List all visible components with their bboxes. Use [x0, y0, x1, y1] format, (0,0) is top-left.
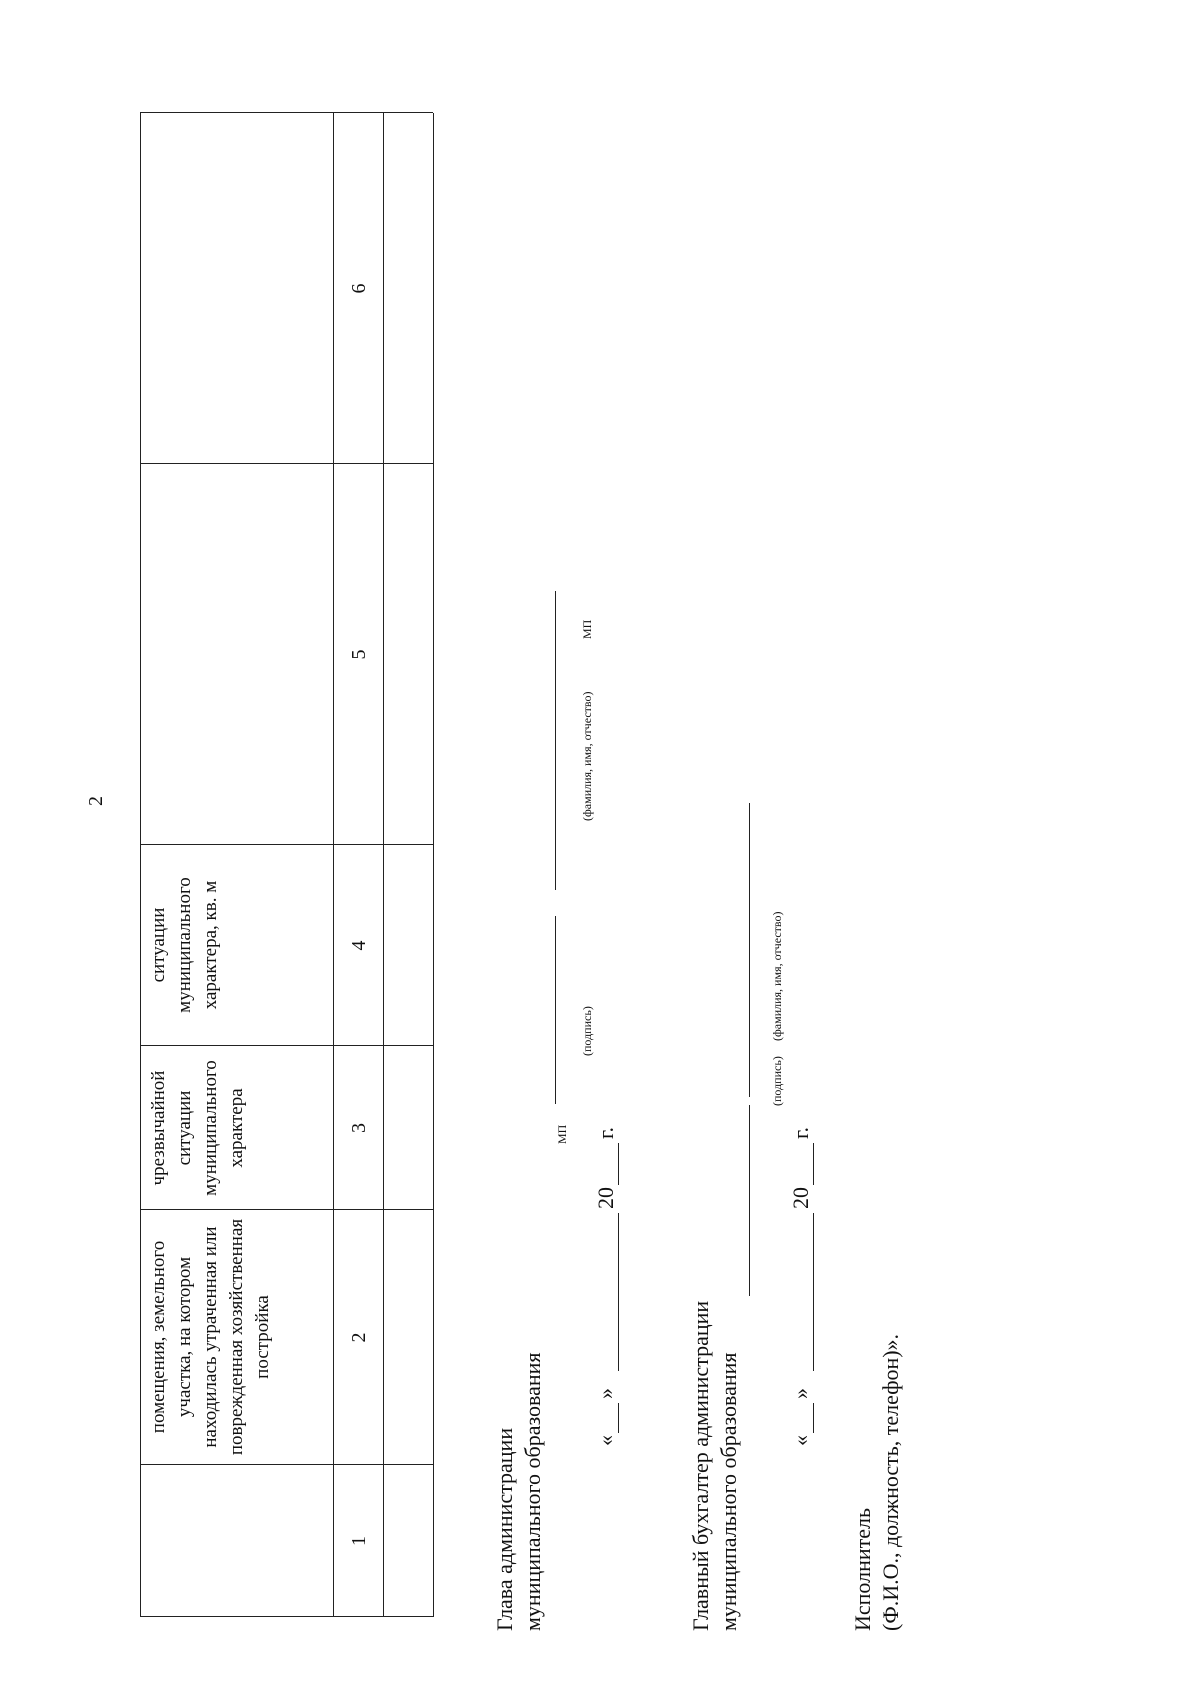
head-signature-caption: (подпись)	[580, 1006, 594, 1056]
accountant-date-open-quote: «	[788, 1435, 813, 1446]
head-signature-line	[555, 916, 556, 1104]
accountant-date-day-line	[813, 1403, 814, 1433]
accountant-title-line1: Главный бухгалтер администрации	[688, 1300, 713, 1631]
accountant-date-close-quote: »	[788, 1388, 813, 1399]
table-number-cell: 6	[347, 283, 370, 294]
head-name-line	[555, 591, 556, 890]
accountant-date-year-prefix: 20	[788, 1187, 813, 1209]
head-date-year-line	[618, 1143, 619, 1185]
accountant-name-line	[749, 803, 750, 1097]
accountant-date-month-line	[813, 1213, 814, 1371]
table-header-col4: ситуации муниципального характера, кв. м	[148, 877, 221, 1013]
accountant-name-caption: (фамилия, имя, отчество)	[770, 911, 784, 1041]
table-number-cell: 4	[347, 940, 370, 951]
head-stamp-left: МП	[555, 1124, 569, 1144]
head-date-day-line	[618, 1403, 619, 1433]
head-date-year-prefix: 20	[593, 1187, 618, 1209]
head-name-caption: (фамилия, имя, отчество)	[580, 691, 594, 821]
page-number: 2	[85, 796, 107, 806]
head-stamp-right: МП	[580, 619, 594, 639]
accountant-signature-caption: (подпись)	[770, 1056, 784, 1106]
head-date-year-suffix: г.	[593, 1126, 618, 1139]
head-date-month-line	[618, 1213, 619, 1371]
table-number-cell: 5	[347, 649, 370, 660]
table-number-cell: 1	[347, 1536, 370, 1546]
table-header-col6	[142, 116, 331, 460]
table-header-col3: чрезвычайной ситуации муниципального характера	[148, 1060, 247, 1196]
accountant-signature-line	[749, 1105, 750, 1296]
accountant-title-line2: муниципального образования	[716, 1352, 741, 1631]
head-date-open-quote: «	[593, 1435, 618, 1446]
table-header-col2: помещения, земельного участка, на котором находилась утраченная или поврежденная хозяйственная постройка	[148, 1218, 273, 1456]
table-header-col5	[142, 467, 331, 841]
accountant-date-year-suffix: г.	[788, 1126, 813, 1139]
head-date-close-quote: »	[593, 1388, 618, 1399]
table-number-cell: 2	[347, 1332, 370, 1343]
head-title-line2: муниципального образования	[520, 1352, 545, 1631]
table-number-cell: 3	[347, 1123, 370, 1133]
executor-label: Исполнитель	[850, 1507, 875, 1631]
executor-details: (Ф.И.О., должность, телефон)».	[878, 1333, 903, 1631]
accountant-date-year-line	[813, 1143, 814, 1185]
table-header-col1	[142, 1465, 331, 1617]
head-title-line1: Глава администрации	[492, 1427, 517, 1631]
